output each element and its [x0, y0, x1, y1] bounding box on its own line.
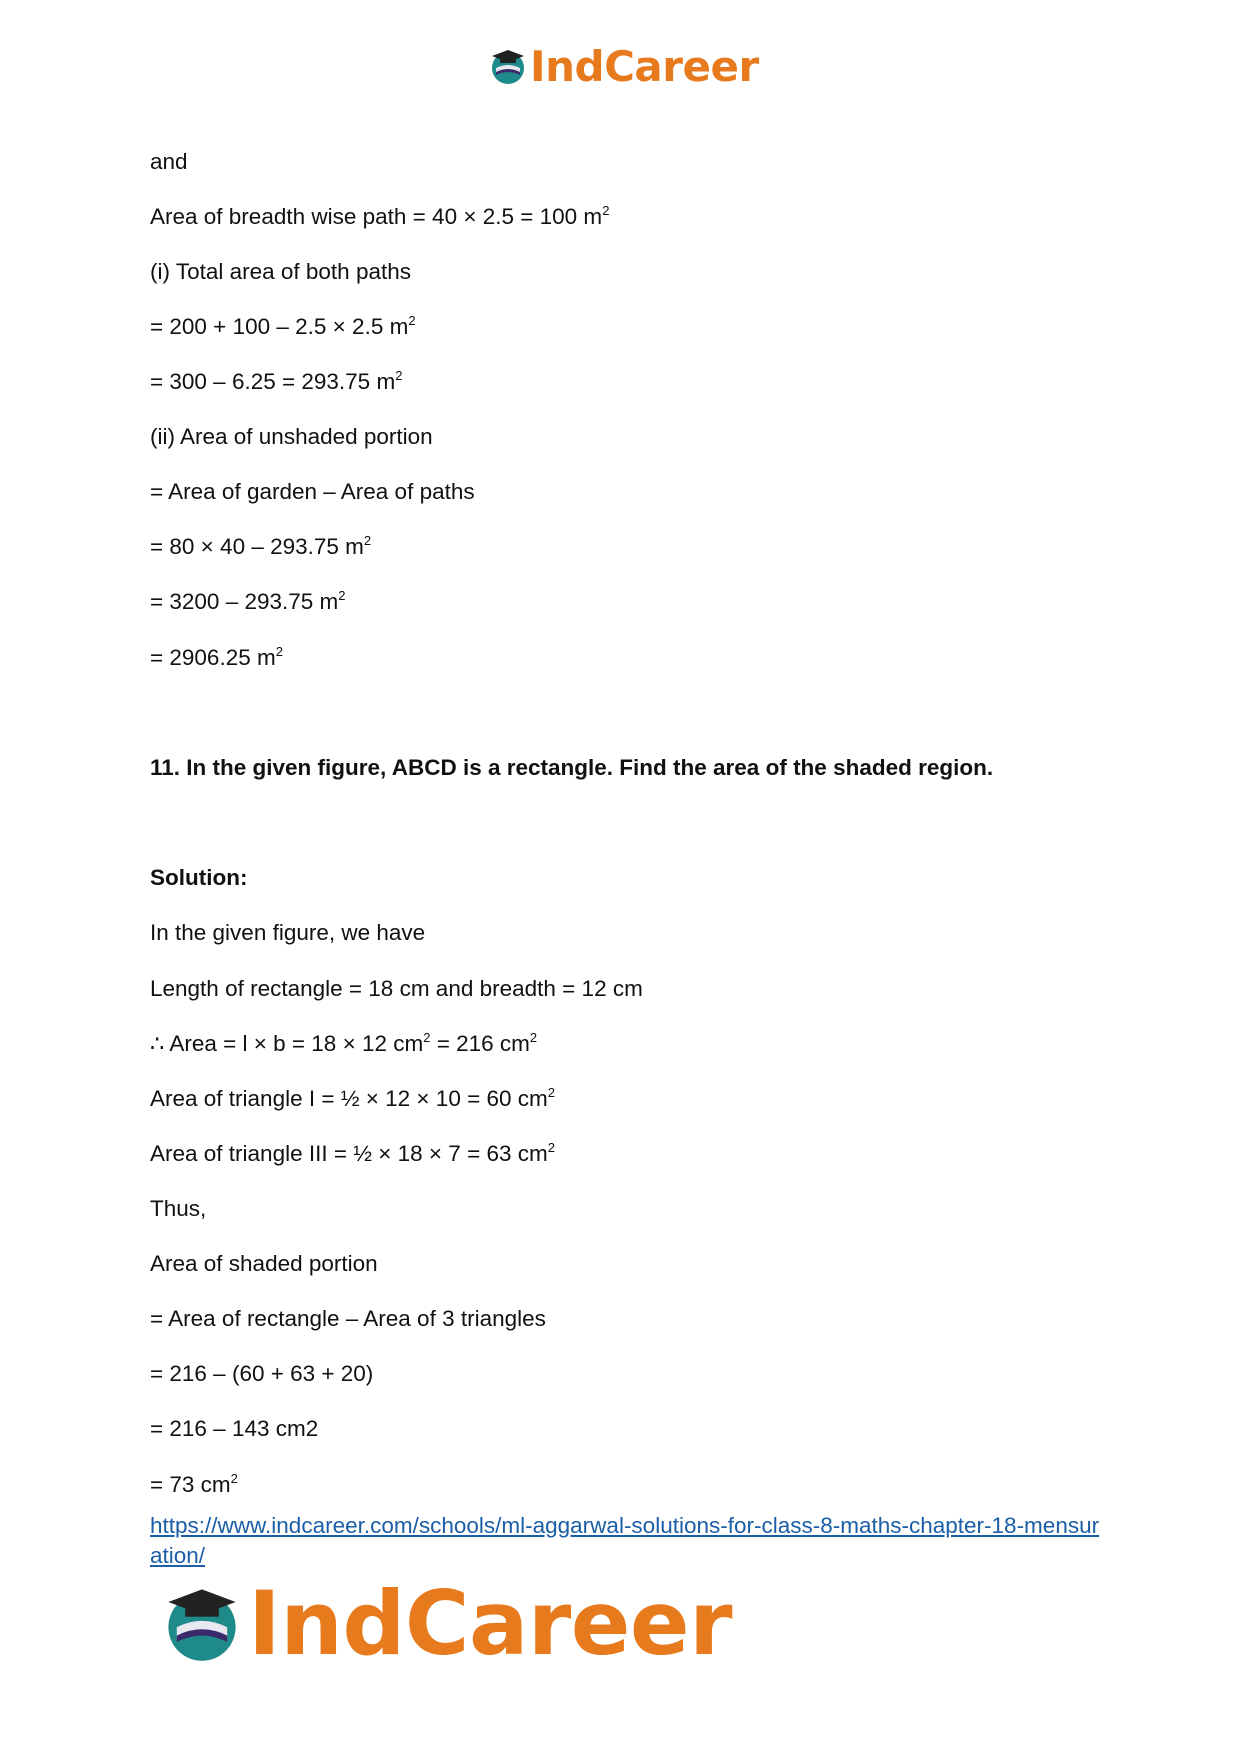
text-line: ∴ Area = l × b = 18 × 12 $cm^2 = 216$ $cm^2$: [150, 1030, 538, 1056]
solution-label: Solution:: [150, 865, 248, 890]
graduation-cap-book-icon: [160, 1581, 244, 1665]
text-line: = 300 – 6.25 = 293.75 $m^2$: [150, 368, 403, 394]
text-line: = 216 – 143 cm2: [150, 1416, 319, 1441]
text-line: Area of triangle III = ½ × 18 × 7 = 63 $cm^2$: [150, 1140, 555, 1166]
question-heading: 11. In the given figure, ABCD is a rectangle. Find the area of the shaded region.: [150, 755, 994, 780]
text-line: = 200 + 100 – 2.5 × 2.5 $m^2$: [150, 313, 416, 339]
text-line: = 2906.25 $m^2$: [150, 644, 283, 670]
text-line: = Area of rectangle – Area of 3 triangles: [150, 1306, 546, 1331]
text-line: Area of shaded portion: [150, 1251, 378, 1276]
text-line: Thus,: [150, 1196, 207, 1221]
text-line: Length of rectangle = 18 cm and breadth = 12 cm: [150, 976, 643, 1001]
source-link[interactable]: https://www.indcareer.com/schools/ml-aggarwal-solutions-for-class-8-maths-chapter-18-mensuration/: [150, 1513, 1100, 1568]
text-line: = 73 $cm^2$: [150, 1471, 238, 1497]
text-line: Area of triangle I = ½ × 12 × 10 = 60 $cm^2$: [150, 1085, 555, 1111]
footer-logo-text: IndCareer: [248, 1571, 733, 1675]
graduation-cap-book-icon: [488, 46, 528, 86]
text-line: = 216 – (60 + 63 + 20): [150, 1361, 374, 1386]
text-line: In the given figure, we have: [150, 920, 426, 945]
text-line: (i) Total area of both paths: [150, 259, 411, 284]
text-line: = 3200 – 293.75 $m^2$: [150, 588, 346, 614]
text-line: and: [150, 149, 188, 174]
text-line: (ii) Area of unshaded portion: [150, 424, 433, 449]
text-line: = Area of garden – Area of paths: [150, 479, 475, 504]
footer-logo: [160, 1571, 733, 1675]
header-logo: [488, 42, 759, 90]
text-line: Area of breadth wise path = 40 × 2.5 = 100 $m^2$: [150, 203, 610, 229]
header-logo-text: IndCareer: [530, 41, 759, 91]
text-line: = 80 × 40 – 293.75 $m^2$: [150, 533, 372, 559]
